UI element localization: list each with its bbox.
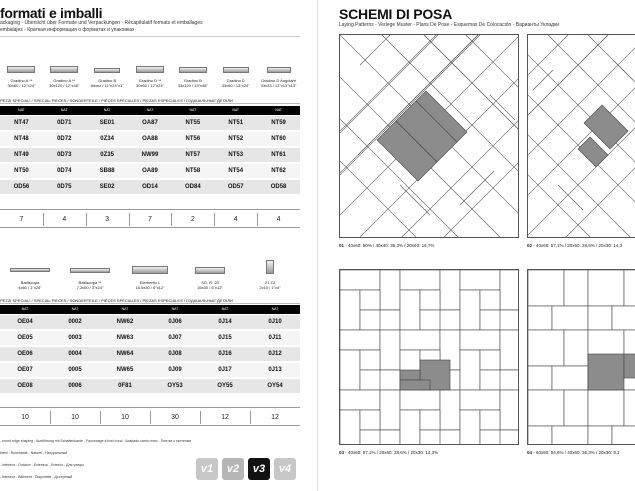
code-cell: OD84 [185,184,201,190]
tile-name: Elemento L [139,280,161,285]
pattern-02-ratios: - 40x60: 57,1% / 20x60: 28,6% / 20x30: 14,3 [532,243,623,248]
tile-outline [440,390,460,430]
pattern-04-svg [528,270,635,445]
page-spine [317,0,318,491]
tile-outline [460,410,480,445]
code-cell: NT49 [14,152,29,158]
header-cell: NAT [232,108,240,112]
code-cell: 0J13 [268,367,282,373]
pattern-03-caption [339,450,438,455]
tile-outline [528,390,564,426]
table-header [0,305,300,314]
special-pieces-bar: PEZZI SPECIALI / SPECIAL PIECES / SONDERTEILE / PIÈCES SPÉCIALES / PIEZAS ESPECIALES / ГОДАЧАЛЬНЫЕ ДЕТАЛИ [0,297,300,304]
table-row [0,148,300,163]
tile-outline [500,270,519,310]
note-round-edge: - round edge shaping - Ausführung mit Schattenkante - Façonnage à bord rond - Acabado canto romo - Плитка с галтелью [0,439,192,443]
count-divider [43,213,44,226]
pattern-01-ratios: - 40x60: 50% / 40x40: 35,3% / 20x60: 16,7% [344,243,435,248]
code-cell: SB88 [99,168,115,174]
count-divider [250,411,251,424]
tile-outline [380,310,400,330]
tile-highlight [624,354,635,378]
code-cell: OA88 [142,136,158,142]
code-cell: OY55 [217,383,233,389]
code-cell: 0J11 [268,335,282,341]
tile-outline [380,390,400,430]
count-divider [171,213,172,226]
code-cell: OE08 [17,383,33,389]
count-cell: 4 [276,216,281,223]
code-cell: 0D71 [57,120,72,126]
tile-outline [624,270,635,306]
code-cell: 0D73 [57,152,72,158]
header-cell: NAT [60,108,68,112]
tile-outline [380,370,400,390]
count-cell: 30 [171,414,179,421]
tile-image [70,268,110,273]
table-row [0,164,300,179]
tile-outline [340,390,380,410]
count-divider [150,411,151,424]
header-cell: NAT [71,307,79,311]
tile-outline [528,330,564,366]
tile-name: Battiscopa [20,280,40,285]
count-row [0,407,300,426]
tile-outline [340,290,360,330]
note-ambient: bient - Ruhekante - Naturel - Натуральный [0,451,68,455]
count-cell: 4 [62,216,67,223]
code-cell: OD58 [270,184,287,190]
code-cell: OA87 [142,120,158,126]
code-cell: 0J14 [218,319,232,325]
tile-image [267,67,291,73]
tile-outline [380,270,400,310]
tile-image [136,66,164,73]
pattern-02-number: 02 [527,243,533,248]
code-cell: NT60 [271,136,286,142]
pattern-02-svg [528,35,635,238]
badge-v4: v4 [274,458,296,480]
subtitle-line-1: ackaging - Übersicht über Formate und Verpackungen - Récapitulatif formats et emballages [0,20,203,26]
code-cell: NW64 [116,351,134,357]
tile-outline [400,330,440,350]
code-cell: NT61 [271,152,286,158]
tile-highlight [400,370,420,380]
count-cell: 10 [21,414,29,421]
tile-name: Gradino B [98,78,117,83]
tile-outline [564,270,588,306]
tile-outline [500,330,519,370]
code-cell: 0Z34 [100,136,114,142]
table-row [0,363,300,378]
code-cell: 0F81 [118,383,132,389]
code-cell: NW62 [116,319,134,325]
pattern-04-number: 04 [527,450,533,455]
code-cell: NT51 [228,120,244,126]
code-cell: OE07 [17,367,33,373]
tile-outline [528,270,564,306]
count-cell: 7 [19,216,24,223]
code-cell: OA89 [142,168,158,174]
pattern-03-svg [340,270,519,445]
header-cell: NAT [189,108,197,112]
tile-size: 33x120 / 13"x48" [177,83,208,88]
count-divider [100,411,101,424]
count-cell: 10 [71,414,79,421]
code-cell: SE01 [99,120,115,126]
tile-outline [528,306,552,330]
code-cell: OD14 [142,184,158,190]
code-cell: NW63 [116,335,134,341]
count-divider [50,411,51,424]
tile-outline [440,270,460,310]
tile-outline [340,270,380,290]
table-row [0,331,300,346]
tile-name: Z1 Z2 [264,280,276,285]
count-cell: 12 [271,414,279,421]
count-cell: 3 [105,216,110,223]
code-cell: 0J12 [268,351,282,357]
tile-image [7,66,35,73]
header-cell: NAT [18,108,25,112]
page-title-right: SCHEMI DI POSA [339,6,453,22]
pattern-01-number: 01 [339,243,345,248]
badge-v2: v2 [222,458,244,480]
tile-outline [528,366,552,390]
header-cell: NAT [275,108,282,112]
code-cell: 0J07 [168,335,182,341]
tile-image [179,67,207,73]
pattern-04-ratios: - 60x60: 54,6% / 40x60: 36,3% / 20x30: 9,1 [532,450,620,455]
count-divider [129,213,130,226]
pattern-04-diagram [527,269,635,445]
tile-outline [460,390,500,410]
table-row [0,315,300,330]
badge-v1: v1 [196,458,218,480]
tile-image [10,268,50,272]
pattern-02-caption [527,243,622,248]
tile-outline [400,290,420,330]
tile-outline [340,330,380,350]
code-cell: 0D74 [57,168,72,174]
code-cell: 0D72 [57,136,72,142]
tile-outline [564,390,588,426]
code-cell: NT57 [185,152,201,158]
tile-size: 30x60 / 12"x24" [136,83,164,88]
code-cell: 0J09 [168,367,182,373]
tile-outline [500,370,519,390]
tile-size: 7,2x60 / 3"x24" [76,285,104,290]
table-row [0,379,300,394]
code-cell: 0005 [68,367,82,373]
tile-name: Battiscopa ** [78,280,102,285]
code-cell: OY53 [167,383,183,389]
tile-outline [588,390,624,426]
code-cell: 0006 [68,383,82,389]
pattern-01-caption [339,243,434,248]
code-cell: 0003 [68,335,82,341]
count-cell: 4 [233,216,238,223]
tile-name: Gradino D ** [138,78,162,83]
code-cell: OY54 [267,383,283,389]
code-cell: 0J15 [218,335,232,341]
header-cell: NAT [103,108,111,112]
code-cell: OE04 [17,319,33,325]
code-cell: 0J10 [268,319,282,325]
tile-outline [420,290,440,310]
tile-outline [500,390,519,430]
tile-name: SG. R. 25 [201,280,219,285]
tile-outline [440,430,460,445]
code-cell: SE02 [99,184,115,190]
code-cell: 0J17 [218,367,232,373]
table-row [0,132,300,147]
tile-image [50,66,78,73]
pattern-03-number: 03 [339,450,345,455]
tile-outline [400,410,420,445]
code-cell: NT62 [271,168,286,174]
tile-image [223,67,249,73]
tile-outline [500,430,519,445]
note-available: - Intérieur - Bâtiment - Disponible - Доступный [0,475,73,479]
tile-size: 33x60 / 13"x24" [221,83,250,88]
pattern-03-ratios: - 40x60: 57,1% / 20x60: 28,6% / 20x30: 14,3% [344,450,439,455]
code-cell: NT53 [228,152,244,158]
pattern-04-caption [527,450,620,455]
code-cell: NW65 [116,367,134,373]
code-cell: NT58 [185,168,201,174]
tile-image [266,260,274,274]
tile-outline [552,426,588,445]
code-cell: NT48 [14,136,29,142]
count-cell: 10 [121,414,129,421]
count-divider [257,213,258,226]
tile-size: 30x120 / 12"x48" [49,83,80,88]
tile-highlight [588,354,624,390]
tile-image [94,68,120,73]
tile-size: 16,5x30 / 6"x12" [135,285,165,290]
tile-highlight [400,380,430,390]
code-cell: 0Z35 [100,152,114,158]
count-divider [214,213,215,226]
tile-outline [360,350,380,370]
pattern-01-diagram [339,34,519,238]
code-cell: 0J06 [168,319,182,325]
tile-outline [480,410,500,430]
header-cell: NAT [171,307,179,311]
code-cell: NT50 [14,168,29,174]
tile-outline [460,350,480,390]
tile-outline [460,330,500,350]
tile-outline [380,330,400,370]
code-cell: OD57 [227,184,244,190]
code-cell: NT47 [14,120,29,126]
count-cell: 2 [190,216,195,223]
tile-outline [340,350,360,390]
tile-size: 2x10 / 1"x4" [259,285,281,290]
tile-outline [460,290,480,330]
special-pieces-bar: PEZZI SPECIALI / SPECIAL PIECES / SONDERTEILE / PIÈCES SPÉCIALES / PIEZAS ESPECIALES / ГОДАЧАЛЬНЫЕ ДЕТАЛИ [0,97,300,104]
tile-name: Gradino A ** [53,78,76,83]
tile-outline [420,410,440,430]
table-row [0,347,300,362]
code-cell: NT52 [228,136,244,142]
tile-outline [564,330,588,366]
code-cell: NT59 [271,120,286,126]
tile-outline [380,430,400,445]
code-cell: 0J16 [218,351,232,357]
code-cell: 0J08 [168,351,182,357]
pattern-03-diagram [339,269,519,445]
tile-image [195,267,225,274]
header-cell: NAT [221,307,229,311]
table-row [0,116,300,131]
count-row [0,209,300,228]
tile-outline [340,410,360,445]
header-cell: NAT [271,307,279,311]
header-cell: NAT [121,307,129,311]
tile-outline [440,310,460,330]
code-cell: OD56 [13,184,30,190]
code-cell: NT54 [228,168,244,174]
tile-outline [588,426,612,445]
table-header [0,106,300,115]
code-cell: NW99 [141,152,159,158]
tile-outline [612,306,635,330]
code-cell: NT56 [185,136,201,142]
tile-size: 4x60 / 1"x24" [18,285,42,290]
page-title-left: formati e imballi [0,5,103,21]
tile-name: Gradino D [226,78,245,83]
tile-outline [360,290,380,310]
badge-v3: v3 [248,458,270,480]
tile-outline [588,270,624,306]
count-divider [200,411,201,424]
code-cell: NT55 [185,120,201,126]
tile-outline [360,410,380,430]
count-divider [86,213,87,226]
table-row [0,180,300,195]
header-cell: NAT [146,108,154,112]
tile-outline [460,270,500,290]
tile-name: Gradino D Angolare [260,78,297,83]
tile-outline [400,270,440,290]
tile-size: 33x33 / 13"x13"x13" [260,83,297,88]
tile-name: Gradino B [183,78,202,83]
code-cell: OE05 [17,335,33,341]
tile-outline [400,390,440,410]
pattern-01-svg [340,35,519,238]
count-cell: 7 [148,216,152,223]
tile-outline [552,366,588,390]
code-cell: 0004 [68,351,82,357]
tile-size: thkmz / 11"x24"x1" [90,83,124,88]
tile-outline [552,306,588,330]
note-outdoor: - Intérieur - Outdoor - Exterieur - Exterior - Для улицы [0,463,84,467]
tile-outline [480,290,500,310]
pattern-02-diagram [527,34,635,238]
code-cell: OE06 [17,351,33,357]
tile-outline [480,350,500,370]
code-cell: 0002 [68,319,82,325]
header-cell: NAT [21,307,29,311]
tile-outline [528,426,552,445]
count-cell: 12 [221,414,229,421]
tile-outline [500,310,519,330]
subtitle-line-2: embalajes - Краткая информация о форматах и упаковках [0,27,135,33]
tile-size: 16x30 / 6"x12" [197,285,223,290]
tile-outline [612,426,635,445]
title-divider [0,36,300,37]
tile-image [132,266,168,274]
tile-size: 30x60 / 12"x24" [7,83,36,88]
tile-outline [624,390,635,426]
tile-outline [588,306,612,330]
code-cell: 0D75 [57,184,72,190]
subtitle-patterns: Laying Patterns - Verlege Muster - Plans De Pose - Esquemas De Colocación - Варианты Укладки [339,22,560,28]
tile-name: Gradino A ** [10,78,33,83]
